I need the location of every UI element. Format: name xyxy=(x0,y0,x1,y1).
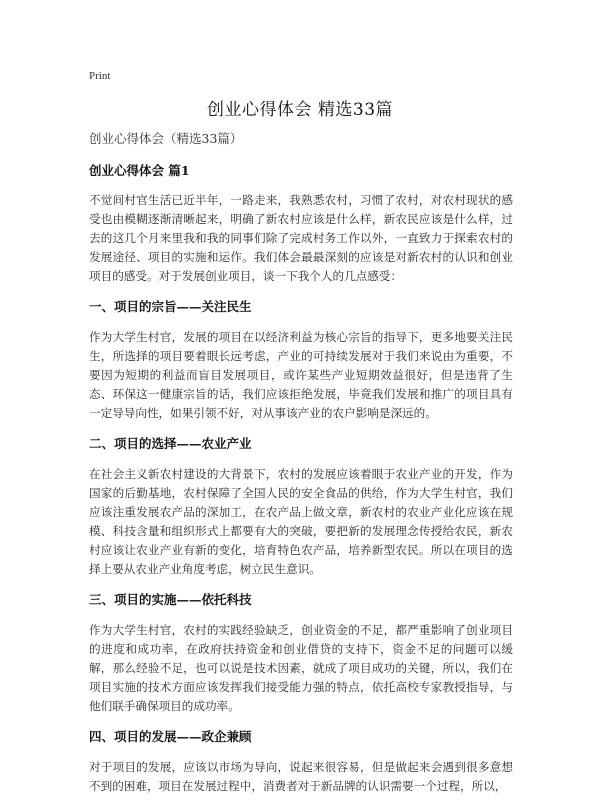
point-heading-3: 三、项目的实施——依托科技 xyxy=(89,592,252,607)
section-title: 创业心得体会 篇1 xyxy=(89,163,190,178)
point-paragraph-4: 对于项目的发展，应该以市场为导向，说起来很容易，但是做起来会遇到很多意想不到的困难，项目在发展过程中，消费者对于新品牌的认识需要一个过程，所以， xyxy=(89,760,513,793)
point-heading-2: 二、项目的选择——农业产业 xyxy=(89,436,252,451)
point-heading-1: 一、项目的宗旨——关注民生 xyxy=(89,299,252,314)
print-link[interactable]: Print xyxy=(89,70,111,82)
point-paragraph-1: 作为大学生村官，发展的项目在以经济利益为核心宗旨的指导下，更多地要关注民生，所选择的项目要着眼长远考虑，产业的可持续发展对于我们来说由为重要，不要因为短期的利益而盲目发展项目，或许某些产业短期效益很好，但是违背了生态、环保这一健康宗旨的话，我们应该拒绝发展，毕竟我们发展和推广的项目具有一定导导向性，如果引领不好，对从事该产业的农户影响是深远的。 xyxy=(89,330,513,420)
intro-paragraph: 不觉间村官生活已近半年，一路走来，我熟悉农村，习惯了农村，对农村现状的感受也由模糊逐渐清晰起来，明确了新农村应该是什么样，新农民应该是什么样，过去的这几个月来里我和我的同事们除了完成村务工作以外，一直致力于探索农村的发展途径、项目的实施和运作。我们体会最最深刻的应该是对新农村的认识和创业项目的感受。对于发展创业项目，谈一下我个人的几点感受： xyxy=(89,193,513,283)
document-body xyxy=(89,130,513,808)
document-subtitle: 创业心得体会（精选33篇） xyxy=(89,131,243,146)
point-paragraph-3: 作为大学生村官，农村的实践经验缺乏，创业资金的不足，都严重影响了创业项目的进度和成功率，在政府扶持资金和创业借贷的支持下，资金不足的问题可以缓解，那么经验不足，也可以说是技术因素，就成了项目成功的关键，所以，我们在项目实施的技术方面应该发挥我们接受能力强的特点，依托高校专家教授指导，与他们联手确保项目的成功率。 xyxy=(89,623,513,713)
page-title: 创业心得体会 精选33篇 xyxy=(206,100,394,120)
point-heading-4: 四、项目的发展——政企兼顾 xyxy=(89,729,252,744)
point-paragraph-2: 在社会主义新农村建设的大背景下，农村的发展应该着眼于农业产业的开发，作为国家的后勤基地，农村保障了全国人民的安全食品的供给，作为大学生村官，我们应该注重发展农产品的深加工，在农产品上做文章，新农村的农业产业化应该在规模、科技含量和组织形式上都要有大的突破，要把新的发展理念传授给农民，新农村应该让农业产业有新的变化，培育特色农产品，培养新型农民。所以在项目的选择上要从农业产业角度考虑，树立民生意识。 xyxy=(89,467,513,576)
